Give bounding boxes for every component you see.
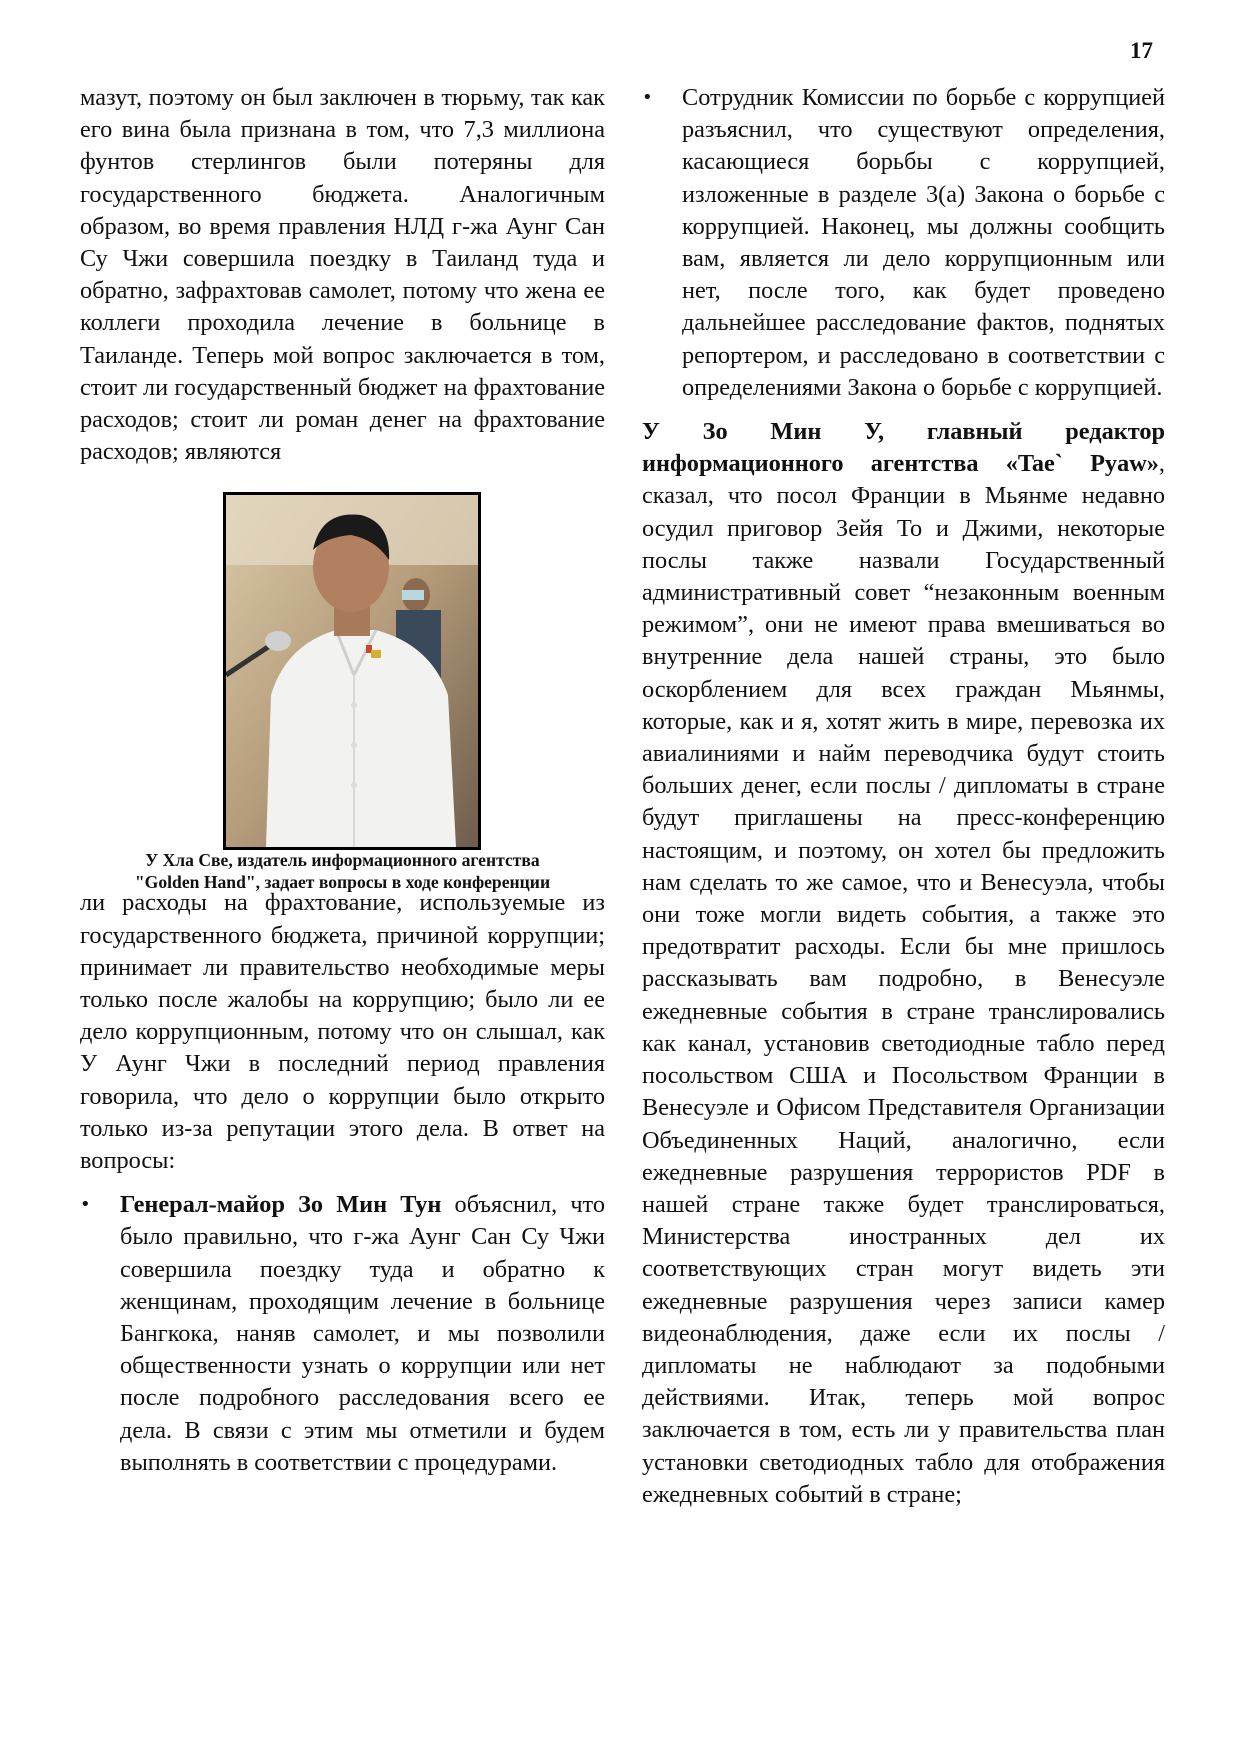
list-item <box>80 1189 605 1479</box>
answer-list-right <box>642 82 1165 404</box>
left-column <box>80 82 605 1479</box>
right-column <box>642 82 1165 1511</box>
speaker-photo-illustration <box>226 495 478 847</box>
bullet-icon: • <box>80 1194 91 1216</box>
list-item <box>642 82 1165 404</box>
paragraph-question-continued: ли расходы на фрахтование, используемые из государственного бюджета, причиной коррупции; принимает ли правительство необходимые меры только после жалобы на коррупцию; было ли ее дело коррупционным, потому что он слышал, как У Аунг Чжи в последний период правления говорила, что дело о коррупции было открыто только из-за репутации этого дела. В ответ на вопросы: <box>80 889 605 1175</box>
page-number: 17 <box>1130 38 1153 63</box>
speaker-photo <box>223 492 481 850</box>
photo-caption-line1: У Хла Све, издатель информационного агентства <box>145 850 540 871</box>
question-text: , сказал, что посол Франции в Мьянме недавно осудил приговор Зейя То и Джими, некоторые послы также назвали Государственный административный совет “незаконным военным режимом”, они не имеют права вмешиваться во внутренние дела нашей страны, это было оскорблением для всех граждан Мьянмы, которые, как и я, хотят жить в мире, перевозка их авиалиниями и найм переводчика будут стоить больших денег, если послы / дипломаты в стране будут приглашены на пресс-конференцию настоящим, и поэтому, он хотел бы предложить нам сделать то же самое, что и Венесуэла, чтобы они тоже могли видеть события, а также это предотвратит расходы. Если бы мне пришлось рассказывать вам подробно, в Венесуэле ежедневные события в стране транслировались как канал, установив светодиодные табло перед посольством США и Посольством Франции в Венесуэле и Офисом Представителя Организации Объединенных Наций, аналогично, если ежедневные разрушения террористов PDF в нашей стране также будет транслироваться, Министерства иностранных дел их соответствующих стран могут видеть эти ежедневные разрушения через записи камер видеонаблюдения, даже если их послы / дипломаты не наблюдают за подобными действиями. Итак, теперь мой вопрос заключается в том, есть ли у правительства план установки светодиодных табло для отображения ежедневных событий в стране; <box>642 450 1165 1508</box>
paragraph-question <box>642 416 1165 1511</box>
answer-text: Сотрудник Комиссии по борьбе с коррупцией разъяснил, что существуют определения, касающиеся борьбы с коррупцией, изложенные в разделе 3(а) Закона о борьбе с коррупцией. Наконец, мы должны сообщить вам, является ли дело коррупционным или нет, после того, как будет проведено дальнейшее расследование фактов, поднятых репортером, и расследовано в соответствии с определениями Закона о борьбе с коррупцией. <box>682 84 1165 401</box>
answer-text: объяснил, что было правильно, что г-жа Аунг Сан Су Чжи совершила поездку туда и обратно к женщинам, проходящим лечение в больнице Бангкока, наняв самолет, и мы позволили общественности узнать о коррупции или нет после подробного расследования всего ее дела. В связи с этим мы отметили и будем выполнять в соответствии с процедурами. <box>120 1191 605 1476</box>
speaker-name: У Зо Мин У, главный редактор информационного агентства «Tae` Pyaw» <box>642 418 1165 478</box>
answer-list-left <box>80 1189 605 1479</box>
speaker-name: Генерал-майор Зо Мин Тун <box>120 1191 442 1219</box>
photo-caption-line2: "Golden Hand", задает вопросы в ходе конференции <box>134 872 551 893</box>
photo-figure <box>80 492 605 893</box>
paragraph-intro: мазут, поэтому он был заключен в тюрьму, так как его вина была признана в том, что 7,3 миллиона фунтов стерлингов были потеряны для государственного бюджета. Аналогичным образом, во время правления НЛД г-жа Аунг Сан Су Чжи совершила поездку в Таиланд туда и обратно, зафрахтовав самолет, потому что жена ее коллеги проходила лечение в больнице в Таиланде. Теперь мой вопрос заключается в том, стоит ли государственный бюджет на фрахтование расходов; стоит ли роман денег на фрахтование расходов; являются <box>80 84 605 466</box>
photo-caption <box>80 849 605 893</box>
bullet-icon: • <box>642 87 653 108</box>
